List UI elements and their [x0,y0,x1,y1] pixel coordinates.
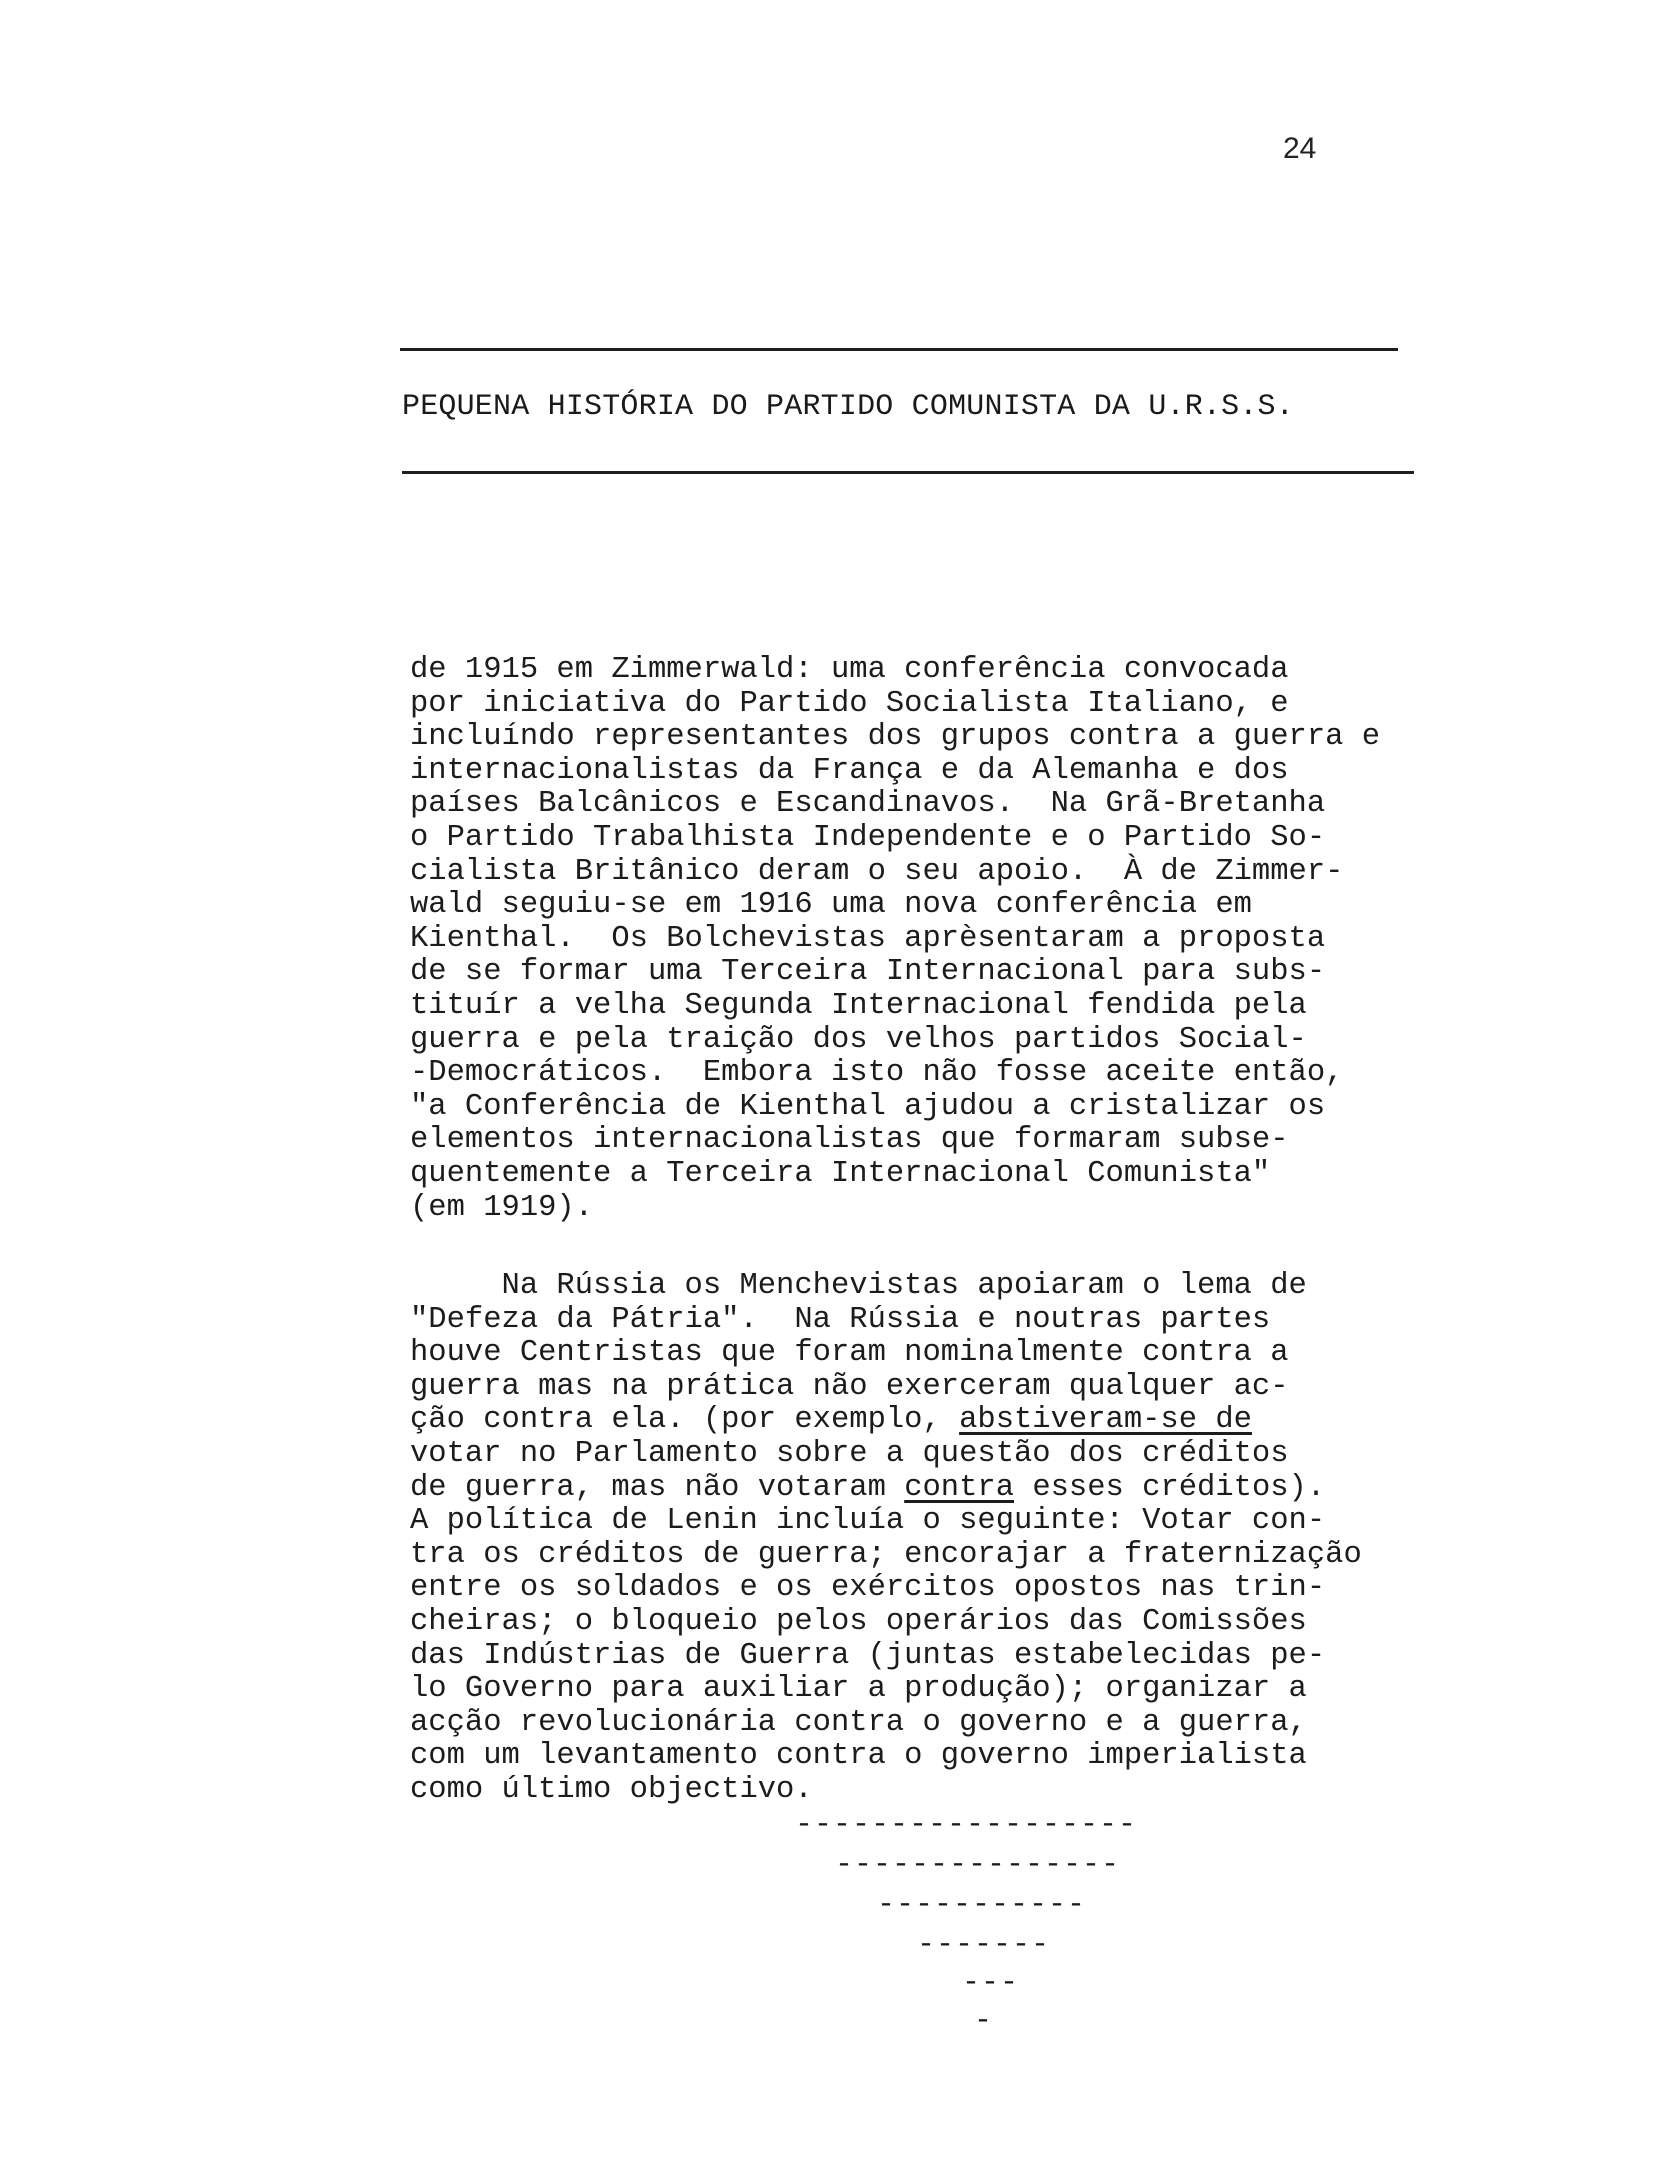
separator-line: ----------- [877,1888,1087,1922]
paragraph-1 [410,654,1380,1225]
text-segment: ção contra ela. (por exemplo, [410,1403,960,1438]
text-line: houve Centristas que foram nominalmente contra a [410,1336,1289,1371]
underlined-word: contra [904,1470,1015,1505]
title-rule-bottom [402,471,1414,474]
text-line: das Indústrias de Guerra (juntas estabelecidas pe- [410,1638,1326,1673]
text-line: o Partido Trabalhista Independente e o Partido So- [410,820,1326,855]
text-line: países Balcânicos e Escandinavos. Na Grã-Bretanha [410,787,1326,822]
text-segment: esses créditos). [1014,1470,1326,1505]
text-line: quentemente a Terceira Internacional Comunista" [410,1156,1271,1191]
text-line: cialista Britânico deram o seu apoio. À de Zimmer- [410,854,1344,889]
separator-line: ------------------ [795,1808,1138,1842]
text-line: como último objectivo. [410,1772,813,1807]
text-line: internacionalistas da França e da Alemanha e dos [410,753,1289,788]
text-line: entre os soldados e os exércitos opostos nas trin- [410,1571,1326,1606]
text-line: wald seguiu-se em 1916 uma nova conferência em [410,888,1252,923]
text-line: -Democráticos. Embora isto não fosse aceite então, [410,1056,1344,1091]
separator-line: --------------- [835,1848,1121,1882]
page-number: 24 [1283,132,1317,165]
separator-line: - [974,2004,994,2038]
text-line [410,1472,1362,1506]
text-line: incluíndo representantes dos grupos contra a guerra e [410,720,1381,755]
text-line: guerra e pela traição dos velhos partidos Social- [410,1022,1307,1057]
text-line: (em 1919). [410,1190,594,1225]
text-line: lo Governo para auxiliar a produção); organizar a [410,1672,1307,1707]
text-line: guerra mas na prática não exerceram qualquer ac- [410,1369,1289,1404]
separator-line: --- [962,1966,1020,2000]
text-line [410,1404,1362,1438]
text-line: cheiras; o bloqueio pelos operários das Comissões [410,1604,1307,1639]
text-line: Kienthal. Os Bolchevistas aprèsentaram a proposta [410,921,1326,956]
text-line: Na Rússia os Menchevistas apoiaram o lema de [410,1269,1307,1303]
underlined-phrase: abstiveram-se de [959,1403,1252,1438]
text-segment: de guerra, mas não votaram [410,1470,905,1505]
text-line: de 1915 em Zimmerwald: uma conferência convocada [410,653,1289,687]
text-line: tituír a velha Segunda Internacional fendida pela [410,988,1307,1023]
document-title: PEQUENA HISTÓRIA DO PARTIDO COMUNISTA DA U.R.S.S. [402,390,1294,424]
text-line: acção revolucionária contra o governo e a guerra, [410,1705,1307,1740]
paragraph-2 [410,1270,1362,1808]
text-line: tra os créditos de guerra; encorajar a fraternização [410,1537,1362,1572]
text-line: "Defeza da Pátria". Na Rússia e noutras partes [410,1302,1271,1337]
separator-line: ------- [917,1928,1051,1962]
text-line: com um levantamento contra o governo imperialista [410,1739,1307,1774]
text-line: elementos internacionalistas que formaram subse- [410,1123,1289,1158]
title-rule-top [400,348,1398,351]
text-line: de se formar uma Terceira Internacional para subs- [410,955,1326,990]
text-line: por iniciativa do Partido Socialista Italiano, e [410,686,1289,721]
text-line: A política de Lenin incluía o seguinte: Votar con- [410,1504,1326,1539]
text-line: "a Conferência de Kienthal ajudou a cristalizar os [410,1089,1326,1124]
text-line: votar no Parlamento sobre a questão dos créditos [410,1436,1289,1471]
